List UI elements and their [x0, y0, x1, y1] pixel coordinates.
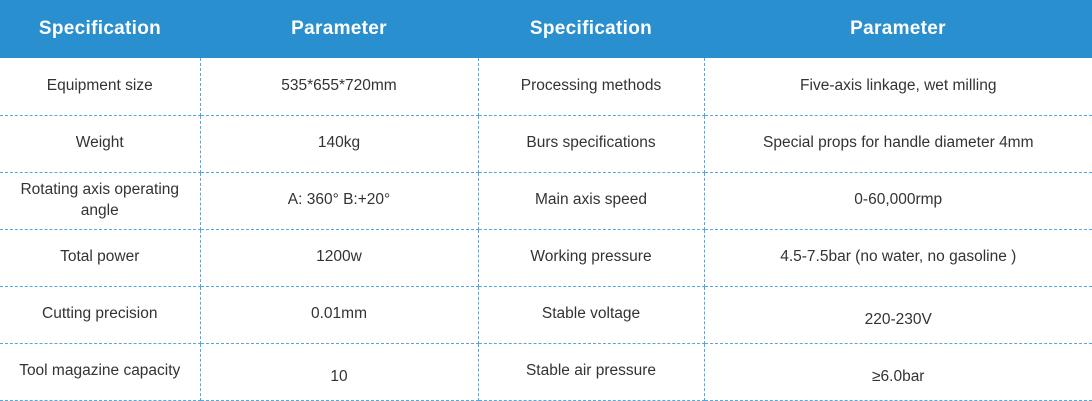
table-row [0, 229, 1092, 286]
spec-value-tool-magazine-capacity [200, 343, 478, 400]
header-parameter-left: Parameter [200, 0, 478, 58]
spec-label-stable-air-pressure: Stable air pressure [478, 343, 704, 400]
spec-value-working-pressure: 4.5-7.5bar (no water, no gasoline ) [704, 229, 1092, 286]
table-header [0, 0, 1092, 58]
spec-value-total-power: 1200w [200, 229, 478, 286]
stable-air-pressure-text: ≥6.0bar [872, 368, 925, 386]
spec-label-burs-specifications: Burs specifications [478, 115, 704, 172]
header-parameter-right: Parameter [704, 0, 1092, 58]
spec-label-total-power: Total power [0, 229, 200, 286]
spec-label-cutting-precision: Cutting precision [0, 286, 200, 343]
stable-voltage-text: 220-230V [864, 311, 932, 329]
spec-value-burs-specifications: Special props for handle diameter 4mm [704, 115, 1092, 172]
spec-value-rotating-axis-operating-angle: A: 360° B:+20° [200, 172, 478, 229]
spec-label-rotating-axis-operating-angle: Rotating axis operating angle [0, 172, 200, 229]
spec-label-stable-voltage: Stable voltage [478, 286, 704, 343]
table-row [0, 115, 1092, 172]
spec-value-processing-methods: Five-axis linkage, wet milling [704, 58, 1092, 115]
table-row [0, 286, 1092, 343]
spec-label-equipment-size: Equipment size [0, 58, 200, 115]
table-row [0, 58, 1092, 115]
table-body [0, 58, 1092, 400]
spec-label-weight: Weight [0, 115, 200, 172]
spec-value-stable-air-pressure [704, 343, 1092, 400]
spec-value-cutting-precision: 0.01mm [200, 286, 478, 343]
spec-value-main-axis-speed: 0-60,000rmp [704, 172, 1092, 229]
spec-label-main-axis-speed: Main axis speed [478, 172, 704, 229]
spec-value-stable-voltage [704, 286, 1092, 343]
table-row [0, 172, 1092, 229]
header-specification-left: Specification [0, 0, 200, 58]
header-row [0, 0, 1092, 58]
spec-label-working-pressure: Working pressure [478, 229, 704, 286]
spec-label-tool-magazine-capacity: Tool magazine capacity [0, 343, 200, 400]
header-specification-right: Specification [478, 0, 704, 58]
spec-value-weight: 140kg [200, 115, 478, 172]
tool-magazine-capacity-text: 10 [330, 368, 348, 386]
spec-value-equipment-size: 535*655*720mm [200, 58, 478, 115]
spec-label-processing-methods: Processing methods [478, 58, 704, 115]
table-row [0, 343, 1092, 400]
